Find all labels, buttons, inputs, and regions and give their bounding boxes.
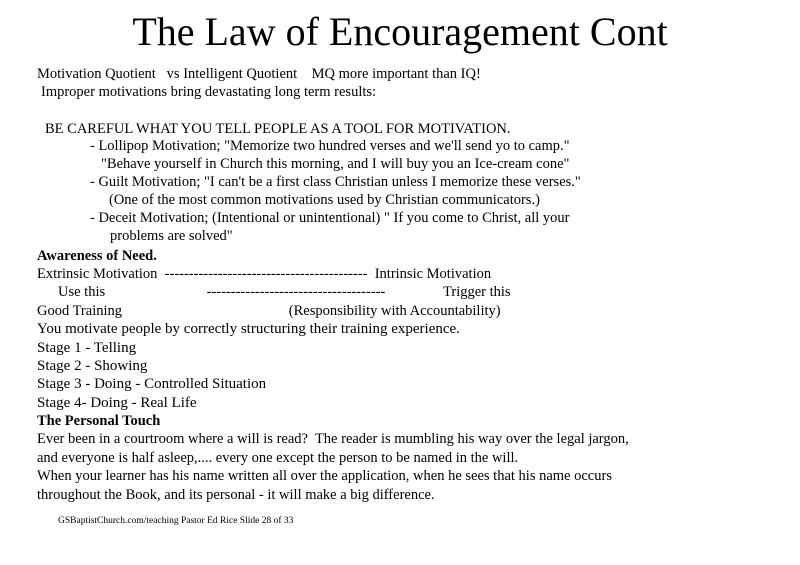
structuring-training-line: You motivate people by correctly structuring their training experience.: [37, 321, 460, 337]
learner-line-2: throughout the Book, and its personal - it will make a big difference.: [37, 487, 435, 503]
slide-title: The Law of Encouragement Cont: [132, 9, 668, 54]
stage-1-line: Stage 1 - Telling: [37, 340, 137, 356]
stage-4-line: Stage 4- Doing - Real Life: [37, 395, 197, 411]
deceit-motivation-line: - Deceit Motivation; (Intentional or unintentional) " If you come to Christ, all your: [90, 210, 570, 226]
deceit-continuation-line: problems are solved": [110, 228, 233, 244]
use-trigger-line: Use this ------------------------------------- Trigger this: [58, 284, 511, 300]
lollipop-motivation-line: - Lollipop Motivation; "Memorize two hundred verses and we'll send yo to camp.": [90, 138, 570, 154]
courtroom-line-2: and everyone is half asleep,.... every one except the person to be named in the will.: [37, 450, 519, 466]
awareness-of-need-heading: Awareness of Need.: [37, 248, 157, 264]
guilt-note-line: (One of the most common motivations used by Christian communicators.): [109, 192, 540, 208]
stage-3-line: Stage 3 - Doing - Controlled Situation: [37, 376, 267, 392]
guilt-motivation-line: - Guilt Motivation; "I can't be a first class Christian unless I memorize these verses.": [90, 174, 581, 190]
courtroom-line-1: Ever been in a courtroom where a will is read? The reader is mumbling his way over the legal jargon,: [37, 431, 629, 447]
learner-line-1: When your learner has his name written all over the application, when he sees that his name occurs: [37, 468, 612, 484]
personal-touch-heading: The Personal Touch: [37, 413, 161, 429]
slide-footer: GSBaptistChurch.com/teaching Pastor Ed Rice Slide 28 of 33: [58, 516, 294, 526]
improper-motivations-line: Improper motivations bring devastating long term results:: [41, 84, 377, 100]
good-training-line: Good Training (Responsibility with Accountability): [37, 303, 501, 319]
mq-vs-iq-line: Motivation Quotient vs Intelligent Quotient MQ more important than IQ!: [37, 66, 481, 82]
lollipop-example-line: "Behave yourself in Church this morning, and I will buy you an Ice-cream cone": [101, 156, 570, 172]
extrinsic-intrinsic-line: Extrinsic Motivation ------------------------------------------ Intrinsic Motivation: [37, 266, 492, 282]
be-careful-heading: BE CAREFUL WHAT YOU TELL PEOPLE AS A TOOL FOR MOTIVATION.: [45, 121, 511, 137]
stage-2-line: Stage 2 - Showing: [37, 358, 148, 374]
